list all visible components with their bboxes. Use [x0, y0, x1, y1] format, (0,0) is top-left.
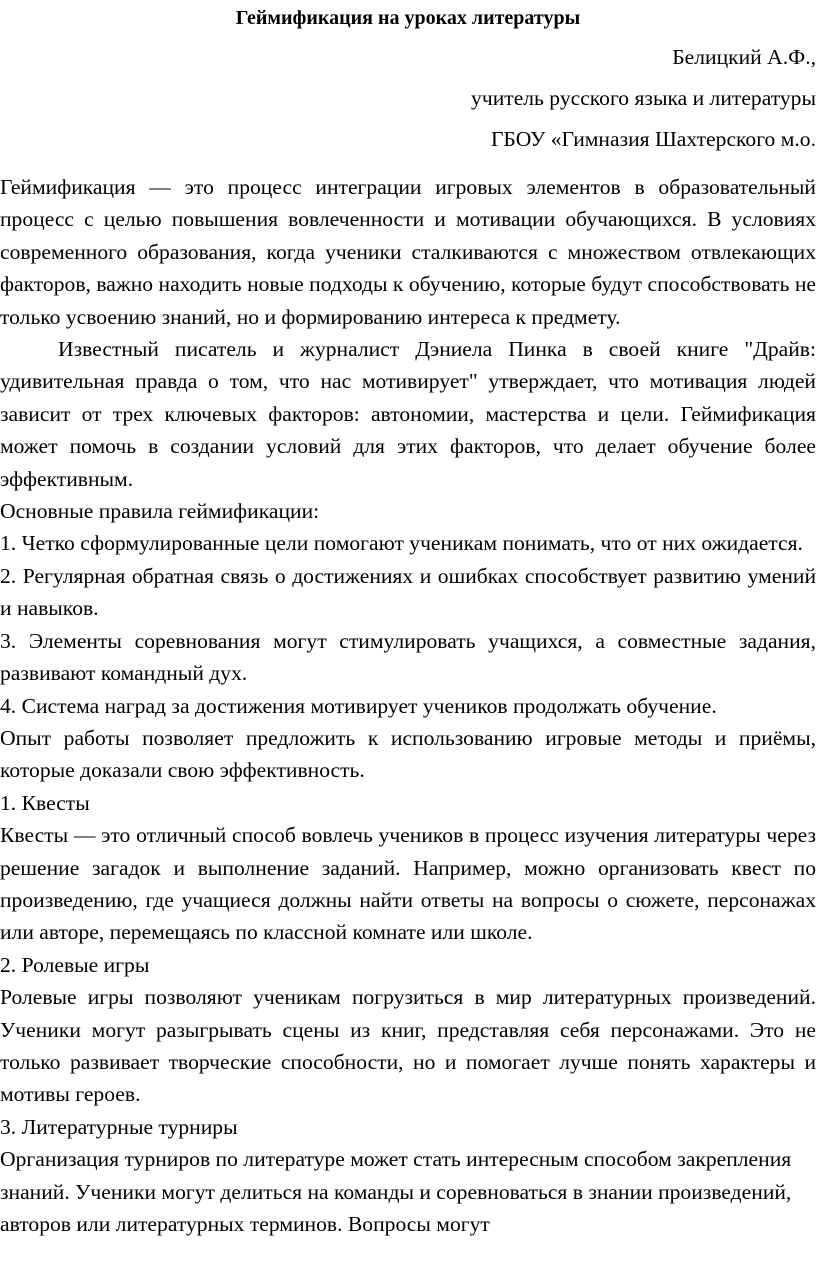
author-school: ГБОУ «Гимназия Шахтерского м.о. — [490, 127, 816, 151]
paragraph-quests: Квесты — это отличный способ вовлечь учеников в процесс изучения литературы через решение загадок и выполнение заданий. Например, можно организовать квест по произведению, где учащиеся должны найти ответы на вопросы о сюжете, персонажах или авторе, перемещаясь по классной комнате или школе. — [0, 823, 816, 945]
paragraph-pink-drive: Известный писатель и журналист Дэниела Пинка в своей книге "Драйв: удивительная правда о том, что нас мотивирует" утверждает, что мотивация людей зависит от трех ключевых факторов: автономии, мастерства и цели. Геймификация может помочь в создании условий для этих факторов, что делает обучение более эффективным. — [0, 337, 816, 491]
rule-item-2: 2. Регулярная обратная связь о достижениях и ошибках способствует развитию умений и навыков. — [0, 563, 816, 621]
paragraph-tournaments: Организация турниров по литературе может стать интересным способом закрепления знаний. Ученики могут делиться на команды и соревноваться в знании произведений, авторов или литературных терминов. Вопросы могут — [0, 1147, 792, 1236]
author-block — [0, 45, 816, 151]
method-heading-tournaments: 3. Литературные турниры — [0, 1114, 238, 1139]
paragraph-intro: Геймификация — это процесс интеграции игровых элементов в образовательный процесс с целью повышения вовлеченности и мотивации обучающихся. В условиях современного образования, когда ученики сталкиваются с множеством отвлекающих факторов, важно находить новые подходы к обучению, которые будут способствовать не только усвоению знаний, но и формированию интереса к предмету. — [0, 175, 816, 329]
author-name: Белицкий А.Ф., — [672, 45, 816, 69]
document-title: Геймификация на уроках литературы — [235, 7, 581, 29]
paragraph-role-play: Ролевые игры позволяют ученикам погрузиться в мир литературных произведений. Ученики могут разыгрывать сцены из книг, представляя себя персонажами. Это не только развивает творческие способности, но и помогает лучше понять характеры и мотивы героев. — [0, 985, 816, 1107]
rule-item-4: 4. Система наград за достижения мотивирует учеников продолжать обучение. — [0, 693, 717, 718]
method-heading-quests: 1. Квесты — [0, 790, 90, 815]
rule-item-1: 1. Четко сформулированные цели помогают ученикам понимать, что от них ожидается. — [0, 531, 803, 556]
method-heading-role-play: 2. Ролевые игры — [0, 952, 150, 977]
author-position: учитель русского языка и литературы — [471, 86, 816, 110]
rule-item-3: 3. Элементы соревнования могут стимулировать учащихся, а совместные задания, развивают командный дух. — [0, 628, 816, 686]
paragraph-experience: Опыт работы позволяет предложить к использованию игровые методы и приёмы, которые доказали свою эффективность. — [0, 725, 816, 783]
rules-heading: Основные правила геймификации: — [0, 499, 320, 524]
